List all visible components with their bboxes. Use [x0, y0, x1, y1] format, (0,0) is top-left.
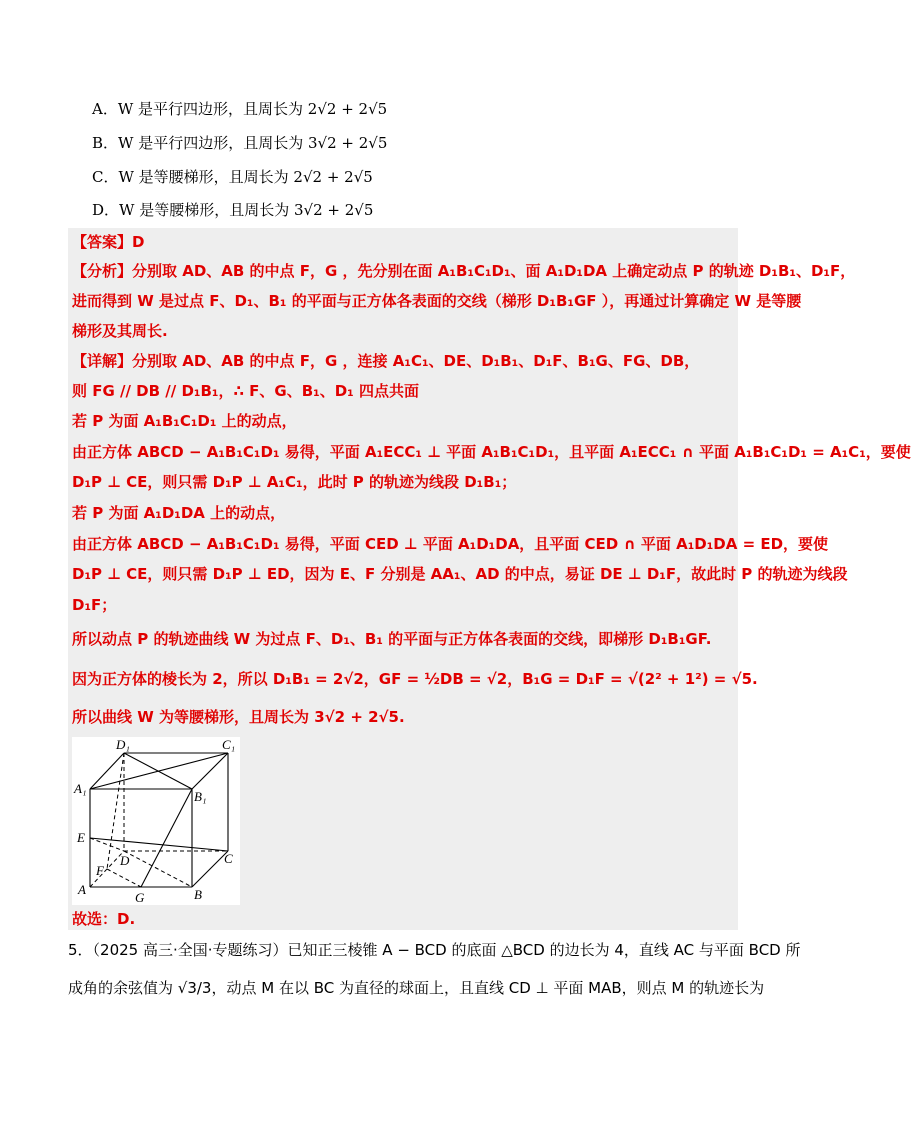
- cube-diagram: [72, 737, 240, 905]
- detail-line-9: D₁F；: [72, 596, 117, 614]
- label-b: B: [194, 887, 202, 902]
- label-d: D: [120, 853, 130, 868]
- hidden-segment-d1f: [107, 753, 124, 869]
- analysis-line-1: 【分析】分别取 AD、AB 的中点 F，G ，先分别在面 A₁B₁C₁D₁、面 A₁D₁DA 上确定动点 P 的轨迹 D₁B₁、D₁F，: [72, 262, 856, 280]
- choice-b[interactable]: B．W 是平行四边形，且周长为 3√2 + 2√5: [92, 134, 388, 152]
- edge-b1c1: [192, 753, 228, 789]
- answer-line: 【答案】D: [72, 233, 145, 251]
- choice-c[interactable]: C．W 是等腰梯形，且周长为 2√2 + 2√5: [92, 168, 373, 186]
- label-c: C: [224, 851, 233, 866]
- label-g: G: [135, 890, 145, 905]
- label-b1: B₁: [194, 789, 207, 804]
- label-f: F: [96, 863, 104, 878]
- detail-line-11: 因为正方体的棱长为 2，所以 D₁B₁ = 2√2，GF = ½DB = √2，B₁G = D₁F = √(2² + 1²) = √5.: [72, 670, 758, 688]
- detail-line-5: D₁P ⊥ CE，则只需 D₁P ⊥ A₁C₁，此时 P 的轨迹为线段 D₁B₁；: [72, 473, 517, 491]
- detail-line-7: 由正方体 ABCD − A₁B₁C₁D₁ 易得，平面 CED ⊥ 平面 A₁D₁DA，且平面 CED ∩ 平面 A₁D₁DA = ED，要使: [72, 535, 829, 553]
- hidden-diag-db: [124, 851, 192, 887]
- choice-d[interactable]: D．W 是等腰梯形，且周长为 3√2 + 2√5: [92, 201, 374, 219]
- detail-line-2: 则 FG // DB // D₁B₁，∴ F、G、B₁、D₁ 四点共面: [72, 382, 419, 400]
- detail-line-4: 由正方体 ABCD − A₁B₁C₁D₁ 易得，平面 A₁ECC₁ ⊥ 平面 A₁B₁C₁D₁，且平面 A₁ECC₁ ∩ 平面 A₁B₁C₁D₁ = A₁C₁，要使: [72, 443, 911, 461]
- diag-d1b1: [124, 753, 192, 789]
- analysis-line-2: 进而得到 W 是过点 F、D₁、B₁ 的平面与正方体各表面的交线（梯形 D₁B₁GF ），再通过计算确定 W 是等腰: [72, 292, 802, 310]
- label-e: E: [77, 830, 85, 845]
- detail-line-12: 所以曲线 W 为等腰梯形，且周长为 3√2 + 2√5.: [72, 708, 405, 726]
- label-d1: D₁: [116, 737, 130, 752]
- segment-b1g: [141, 789, 192, 887]
- analysis-line-3: 梯形及其周长.: [72, 322, 168, 340]
- label-a1: A₁: [74, 781, 87, 796]
- edge-a1d1: [90, 753, 124, 789]
- question-5-line-1: 5．（2025 高三·全国·专题练习）已知正三棱锥 A − BCD 的底面 △BCD 的边长为 4，直线 AC 与平面 BCD 所: [68, 941, 801, 959]
- detail-line-3: 若 P 为面 A₁B₁C₁D₁ 上的动点，: [72, 412, 297, 430]
- detail-line-10: 所以动点 P 的轨迹曲线 W 为过点 F、D₁、B₁ 的平面与正方体各表面的交线，即梯形 D₁B₁GF.: [72, 630, 712, 648]
- choice-a[interactable]: A．W 是平行四边形，且周长为 2√2 + 2√5: [92, 100, 388, 118]
- label-a: A: [78, 882, 86, 897]
- detail-line-6: 若 P 为面 A₁D₁DA 上的动点，: [72, 504, 286, 522]
- conclusion-line: 故选：D.: [72, 910, 136, 928]
- question-5-line-2: 成角的余弦值为 √3/3，动点 M 在以 BC 为直径的球面上，且直线 CD ⊥ 平面 MAB，则点 M 的轨迹长为: [68, 979, 765, 997]
- cube-figure: [72, 737, 240, 905]
- detail-line-8: D₁P ⊥ CE，则只需 D₁P ⊥ ED，因为 E、F 分别是 AA₁、AD 的中点，易证 DE ⊥ D₁F，故此时 P 的轨迹为线段: [72, 565, 848, 583]
- detail-line-1: 【详解】分别取 AD、AB 的中点 F，G ，连接 A₁C₁、DE、D₁B₁、D₁F、B₁G、FG、DB，: [72, 352, 700, 370]
- label-c1: C₁: [222, 737, 236, 752]
- edge-bc: [192, 851, 228, 887]
- hidden-segment-fg: [107, 869, 141, 887]
